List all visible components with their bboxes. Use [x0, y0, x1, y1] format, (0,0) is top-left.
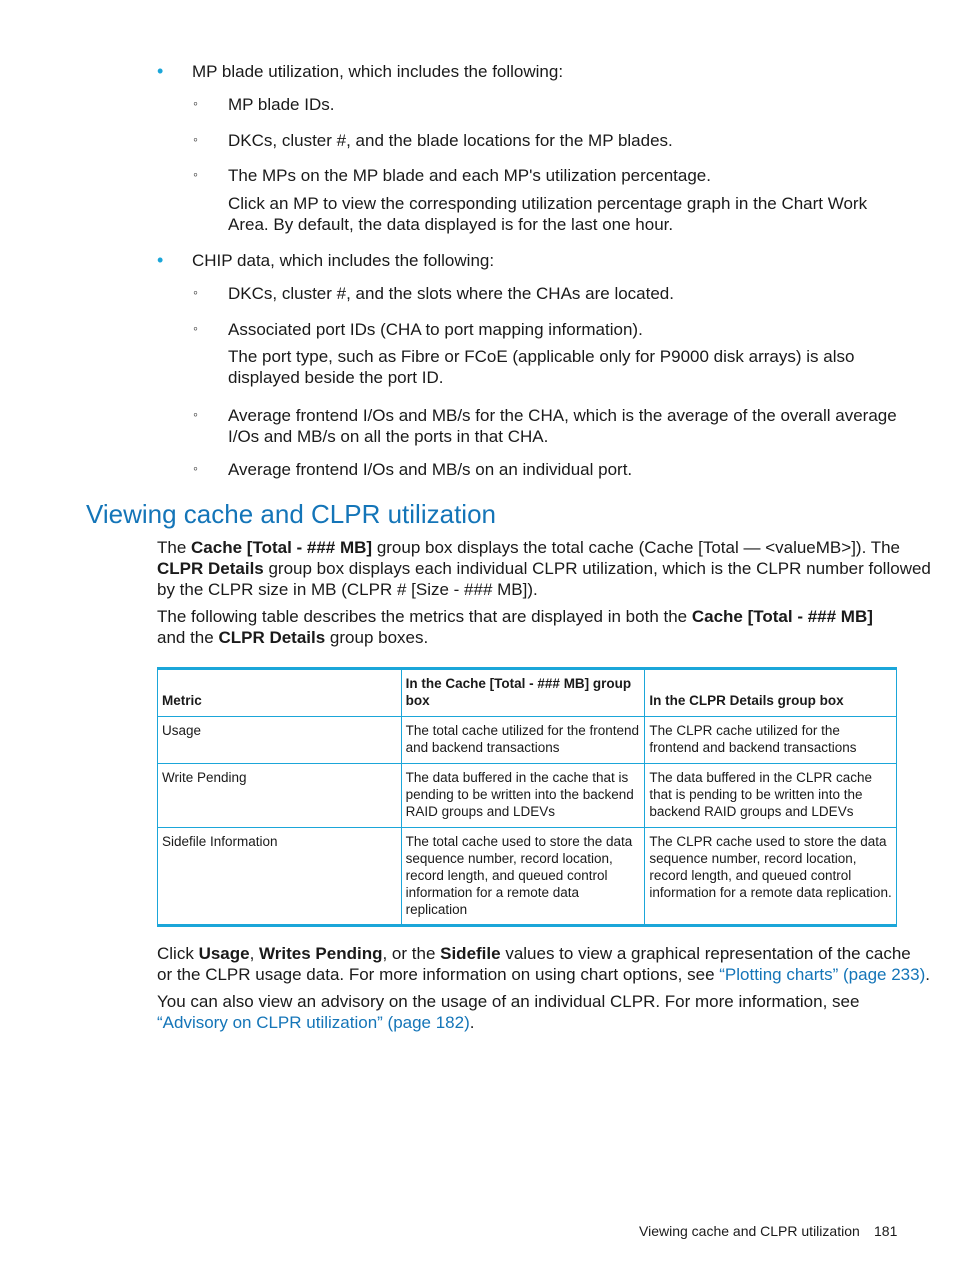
table-cell: Usage	[158, 717, 402, 764]
list-item: Associated port IDs (CHA to port mapping information).	[228, 320, 643, 339]
metrics-table	[157, 667, 897, 927]
list-item-note: The port type, such as Fibre or FCoE (applicable only for P9000 disk arrays) is also	[228, 347, 855, 366]
table-cell: The total cache used to store the data sequence number, record location, record length, and queued control information for a remote data replication	[401, 828, 645, 926]
sub-bullet-icon: ◦	[193, 284, 198, 300]
table-cell: The CLPR cache used to store the data sequence number, record location, record length, and queued control information for a remote data replication.	[645, 828, 897, 926]
section-heading: Viewing cache and CLPR utilization	[86, 499, 496, 529]
advisory-clpr-link[interactable]: “Advisory on CLPR utilization” (page 182)	[157, 1013, 470, 1032]
list-item: DKCs, cluster #, and the blade locations for the MP blades.	[228, 131, 673, 150]
plotting-charts-link[interactable]: “Plotting charts” (page 233)	[719, 965, 926, 984]
list-item-note: displayed beside the port ID.	[228, 368, 444, 387]
list-item: Average frontend I/Os and MB/s on an individual port.	[228, 460, 633, 479]
table-header-row	[158, 669, 897, 717]
paragraph-line: The following table describes the metrics that are displayed in both the Cache [Total - ### MB]	[157, 607, 873, 626]
sub-bullet-icon: ◦	[193, 131, 198, 147]
paragraph-line: You can also view an advisory on the usage of an individual CLPR. For more information, see	[157, 992, 860, 1011]
sub-bullet-icon: ◦	[193, 95, 198, 111]
sub-bullet-icon: ◦	[193, 320, 198, 336]
table-row	[158, 717, 897, 764]
paragraph-line: Click Usage, Writes Pending, or the Sidefile values to view a graphical representation of the cache	[157, 944, 911, 963]
paragraph-line: The Cache [Total - ### MB] group box displays the total cache (Cache [Total — <valueMB>]). The	[157, 538, 901, 557]
table-cell: The data buffered in the CLPR cache that is pending to be written into the backend RAID groups and LDEVs	[645, 764, 897, 828]
list-item: I/Os and MB/s on all the ports in that CHA.	[228, 427, 549, 446]
table-row	[158, 828, 897, 926]
list-item: MP blade IDs.	[228, 95, 335, 114]
list-item-note: Area. By default, the data displayed is for the last one hour.	[228, 215, 674, 234]
chip-intro: CHIP data, which includes the following:	[192, 251, 495, 270]
table-row	[158, 764, 897, 828]
table-cell: The total cache utilized for the frontend and backend transactions	[401, 717, 645, 764]
page-number: 181	[874, 1223, 898, 1239]
table-cell: Sidefile Information	[158, 828, 402, 926]
table-cell: The data buffered in the cache that is pending to be written into the backend RAID groups and LDEVs	[401, 764, 645, 828]
paragraph-line: and the CLPR Details group boxes.	[157, 628, 429, 647]
column-header: In the Cache [Total - ### MB] group box	[401, 669, 645, 717]
paragraph-line: “Advisory on CLPR utilization” (page 182).	[157, 1013, 475, 1032]
table-cell: Write Pending	[158, 764, 402, 828]
footer-title: Viewing cache and CLPR utilization	[639, 1223, 860, 1239]
list-item-note: Click an MP to view the corresponding utilization percentage graph in the Chart Work	[228, 194, 868, 213]
table-cell: The CLPR cache utilized for the frontend and backend transactions	[645, 717, 897, 764]
sub-bullet-icon: ◦	[193, 460, 198, 476]
sub-bullet-icon: ◦	[193, 406, 198, 422]
list-item: The MPs on the MP blade and each MP's utilization percentage.	[228, 166, 711, 185]
paragraph-line: or the CLPR usage data. For more information on using chart options, see “Plotting charts” (page 233).	[157, 965, 930, 984]
mp-blade-intro: MP blade utilization, which includes the following:	[192, 62, 564, 81]
list-item: DKCs, cluster #, and the slots where the CHAs are located.	[228, 284, 674, 303]
sub-bullet-icon: ◦	[193, 166, 198, 182]
column-header: In the CLPR Details group box	[645, 669, 897, 717]
bullet-icon: •	[157, 250, 164, 270]
bullet-icon: •	[157, 61, 164, 81]
column-header: Metric	[158, 669, 402, 717]
paragraph-line: by the CLPR size in MB (CLPR # [Size - ### MB]).	[157, 580, 538, 599]
paragraph-line: CLPR Details group box displays each individual CLPR utilization, which is the CLPR number followed	[157, 559, 931, 578]
list-item: Average frontend I/Os and MB/s for the CHA, which is the average of the overall average	[228, 406, 897, 425]
